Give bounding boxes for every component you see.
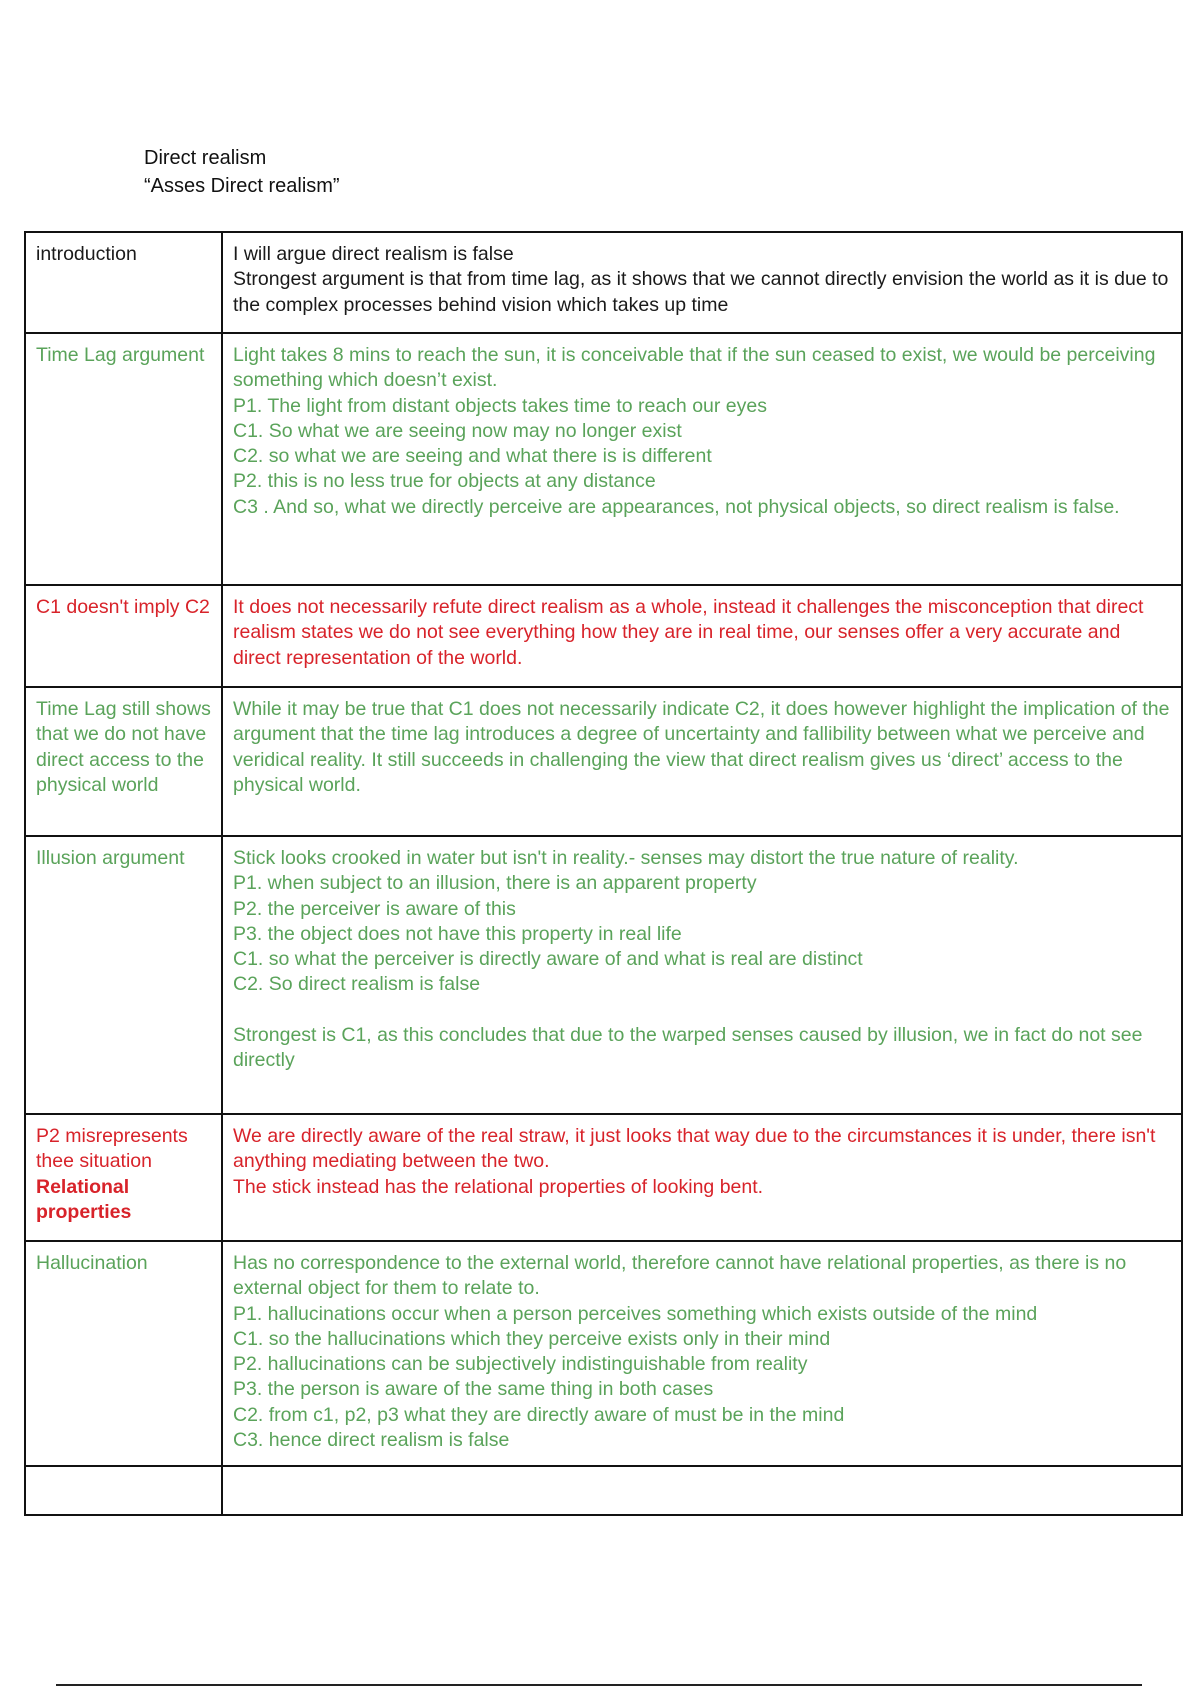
premise-line: P1. The light from distant objects takes time to reach our eyes [233, 394, 767, 417]
table-row-c1-c2 [25, 585, 1182, 687]
table-row-illusion [25, 836, 1182, 1114]
document-heading [144, 144, 340, 200]
row-content-hallucination [222, 1241, 1182, 1466]
row-label-time-lag-still [25, 687, 222, 836]
premise-line: P1. when subject to an illusion, there is an apparent property [233, 872, 757, 895]
table-row-hallucination [25, 1241, 1182, 1466]
table-row-p2-misrepresents [25, 1114, 1182, 1241]
row-label-text: Time Lag argument [36, 344, 205, 366]
evaluation-note: Strongest is C1, as this concludes that due to the warped senses caused by illusion, we in fact do not see directly [233, 1023, 1143, 1072]
premise-line: P2. the perceiver is aware of this [233, 897, 516, 920]
table-row-empty [25, 1466, 1182, 1515]
row-label-introduction [25, 232, 222, 333]
premise-line: P3. the object does not have this property in real life [233, 922, 682, 945]
row-label-illusion [25, 836, 222, 1114]
conclusion-line: C2. So direct realism is false [233, 973, 481, 996]
page-footer-rule [56, 1684, 1142, 1686]
row-label-text: C1 doesn't imply C2 [36, 596, 210, 618]
row-content-introduction [222, 232, 1182, 333]
row-content-c1-c2 [222, 585, 1182, 687]
row-label-text: P2 misrepresents thee situation [36, 1125, 188, 1173]
empty-content-cell [222, 1466, 1182, 1515]
row-label-bold-text: Relational properties [36, 1175, 132, 1223]
premise-line: P3. the person is aware of the same thing in both cases [233, 1378, 714, 1401]
content-line: The stick instead has the relational properties of looking bent. [233, 1175, 764, 1198]
row-label-c1-c2 [25, 585, 222, 687]
table-row-time-lag-still [25, 687, 1182, 836]
content-line: Stick looks crooked in water but isn't in reality.- senses may distort the true nature of reality. [233, 847, 1019, 869]
content-line: Strongest argument is that from time lag, as it shows that we cannot directly envision the world as it is due to the complex processes behind vision which takes up time [233, 268, 1169, 316]
premise-line: P2. hallucinations can be subjectively indistinguishable from reality [233, 1353, 808, 1376]
row-label-p2-misrepresents [25, 1114, 222, 1241]
notes-table [24, 231, 1183, 1516]
content-paragraph: It does not necessarily refute direct realism as a whole, instead it challenges the misconception that direct realism states we do not see everything how they are in real time, our senses offer a very accurate and direct representation of the world. [233, 596, 1144, 669]
conclusion-line: C1. so the hallucinations which they perceive exists only in their mind [233, 1327, 831, 1350]
conclusion-line: C3. hence direct realism is false [233, 1429, 510, 1452]
row-label-text: introduction [36, 243, 137, 265]
document-title: Direct realism [144, 147, 267, 169]
row-content-p2-misrepresents [222, 1114, 1182, 1241]
premise-line: P2. this is no less true for objects at any distance [233, 470, 656, 493]
conclusion-line: C1. so what the perceiver is directly aware of and what is real are distinct [233, 948, 863, 971]
table-row-time-lag [25, 333, 1182, 585]
empty-label-cell [25, 1466, 222, 1515]
row-label-text: Time Lag still shows that we do not have direct access to the physical world [36, 698, 211, 796]
row-label-text: Illusion argument [36, 847, 185, 869]
premise-line: P1. hallucinations occur when a person perceives something which exists outside of the mind [233, 1302, 1038, 1325]
table-row-introduction [25, 232, 1182, 333]
conclusion-line: C1. So what we are seeing now may no longer exist [233, 419, 682, 442]
content-paragraph: While it may be true that C1 does not necessarily indicate C2, it does however highlight the implication of the argument that the time lag introduces a degree of uncertainty and fallibility between what we perceive and veridical reality. It still succeeds in challenging the view that direct realism gives us ‘direct’ access to the physical world. [233, 698, 1170, 796]
row-label-text: Hallucination [36, 1252, 148, 1274]
document-subtitle: “Asses Direct realism” [144, 175, 340, 197]
content-line: Has no correspondence to the external world, therefore cannot have relational properties, as there is no external object for them to relate to. [233, 1252, 1127, 1300]
row-content-illusion [222, 836, 1182, 1114]
content-line: We are directly aware of the real straw, it just looks that way due to the circumstances it is under, there isn't anything mediating between the two. [233, 1125, 1156, 1173]
conclusion-line: C3 . And so, what we directly perceive are appearances, not physical objects, so direct realism is false. [233, 495, 1120, 518]
row-content-time-lag [222, 333, 1182, 585]
content-line: I will argue direct realism is false [233, 243, 514, 265]
content-line: Light takes 8 mins to reach the sun, it is conceivable that if the sun ceased to exist, we would be perceiving something which doesn’t exist. [233, 344, 1156, 392]
row-content-time-lag-still [222, 687, 1182, 836]
conclusion-line: C2. from c1, p2, p3 what they are directly aware of must be in the mind [233, 1403, 845, 1426]
conclusion-line: C2. so what we are seeing and what there is is different [233, 445, 712, 468]
row-label-time-lag [25, 333, 222, 585]
row-label-hallucination [25, 1241, 222, 1466]
